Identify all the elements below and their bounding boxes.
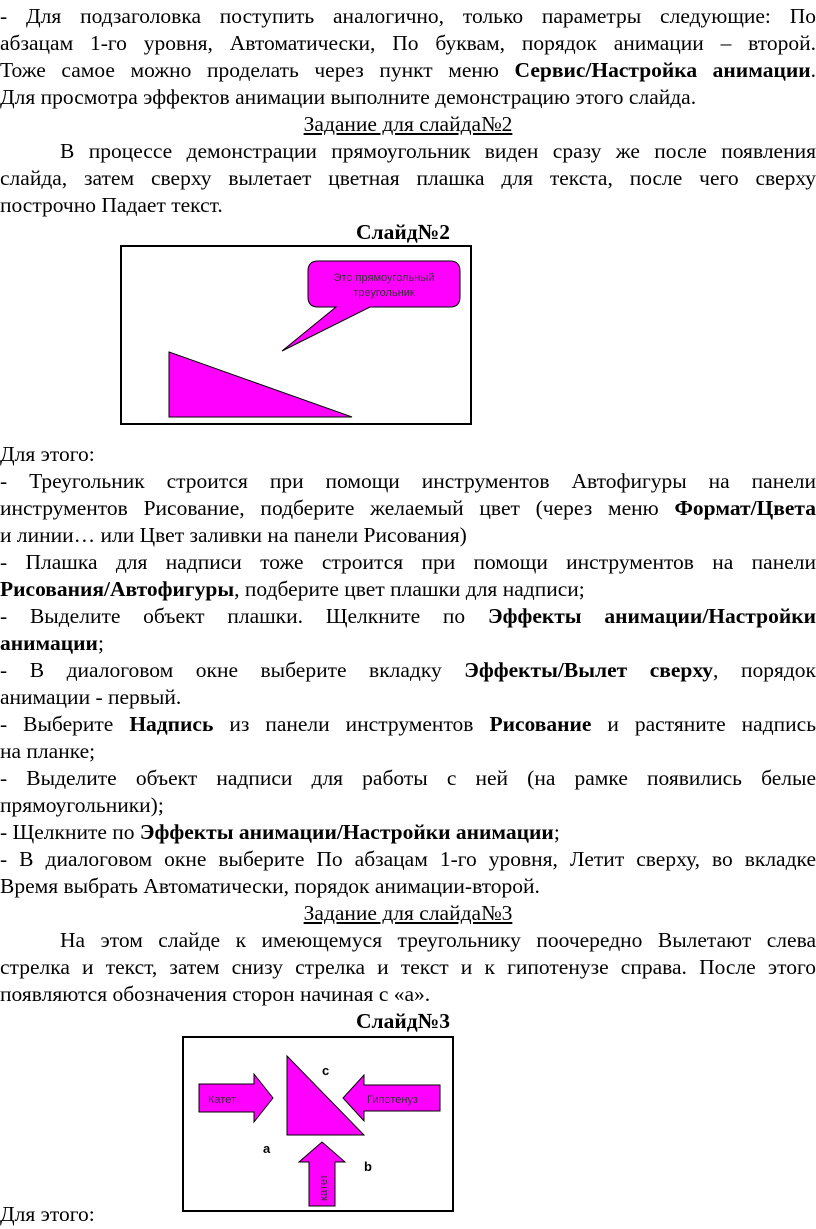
- arrow-right-label: Гипотенуз: [367, 1094, 418, 1106]
- right-triangle-shape: [169, 352, 352, 417]
- task3-line3: появляются обозначения сторон начиная с «а».: [0, 982, 431, 1006]
- arrow-left-label: Катет: [208, 1094, 236, 1106]
- task3-line2: стрелка и текст, затем снизу стрелка и текст и к гипотенузе справа. После этого: [0, 955, 816, 979]
- step5-line1: [0, 711, 816, 738]
- text-run: Тоже самое можно проделать через пункт меню: [0, 58, 515, 82]
- text-run: - Щелкните по: [0, 820, 140, 844]
- text-run: , подберите цвет плашки для надписи;: [234, 577, 585, 601]
- text-run: ;: [553, 820, 560, 844]
- step6-line2: прямоугольники);: [0, 793, 164, 817]
- step8-line2: Время выбрать Автоматически, порядок анимации-второй.: [0, 874, 540, 898]
- step4-line1: [0, 657, 816, 684]
- slide2-figure: [120, 245, 472, 425]
- para1-line2: абзацам 1-го уровня, Автоматически, По буквам, порядок анимации – второй.: [0, 31, 816, 55]
- callout-text-line2: треугольник: [353, 287, 415, 299]
- text-run: , порядок: [713, 658, 816, 682]
- step3-line2: [0, 630, 816, 657]
- step1-line3: и линии… или Цвет заливки на панели Рисования): [0, 523, 467, 547]
- menu-path-bold: Эффекты/Вылет сверху: [464, 658, 714, 682]
- step1-line1: - Треугольник строится при помощи инструментов Автофигуры на панели: [0, 469, 816, 493]
- para1-line4: Для просмотра эффектов анимации выполните демонстрацию этого слайда.: [0, 85, 697, 109]
- slide3-canvas: [184, 1038, 452, 1210]
- arrow-bottom-label: катет: [318, 1174, 330, 1201]
- task2-title: Задание для слайда№2: [303, 112, 513, 136]
- menu-path-bold: Сервис/Настройка анимации: [514, 58, 811, 82]
- text-run: - В диалоговом окне выберите вкладку: [0, 658, 465, 682]
- menu-path-bold: Эффекты анимации/Настройки: [487, 604, 816, 628]
- text-run: из панели инструментов: [213, 712, 490, 736]
- menu-path-bold: анимации: [0, 631, 98, 655]
- slide2-heading: Слайд№2: [356, 220, 450, 244]
- menu-path-bold: Рисования/Автофигуры: [0, 577, 235, 601]
- para1-line1: - Для подзаголовка поступить аналогично, только параметры следующие: По: [0, 4, 816, 28]
- task2-line3: построчно Падает текст.: [0, 193, 223, 217]
- slide3-figure: [182, 1036, 454, 1212]
- tool-name-bold: Надпись: [129, 712, 214, 736]
- step1-line2: [0, 495, 816, 522]
- step8-line1: - В диалоговом окне выберите По абзацам 1-го уровня, Летит сверху, во вкладке: [0, 847, 816, 871]
- text-run: и растяните надпись: [591, 712, 816, 736]
- menu-path-bold: Эффекты анимации/Настройки анимации: [139, 820, 554, 844]
- side-label-a: a: [263, 1141, 271, 1156]
- step4-line2: анимации - первый.: [0, 685, 182, 709]
- step2-line1: - Плашка для надписи тоже строится при помощи инструментов на панели: [0, 550, 816, 574]
- para1-line3: [0, 57, 816, 84]
- menu-path-bold: Формат/Цвета: [674, 496, 816, 520]
- side-label-b: b: [364, 1159, 372, 1174]
- tool-name-bold: Рисование: [489, 712, 592, 736]
- text-run: инструментов Рисование, подберите желаемый цвет (через меню: [0, 496, 675, 520]
- text-run: .: [810, 58, 816, 82]
- task3-outro: Для этого:: [0, 1202, 95, 1226]
- step7-line1: [0, 819, 816, 846]
- step2-line2: [0, 576, 816, 603]
- text-run: - Выберите: [0, 712, 130, 736]
- slide2-canvas: [122, 247, 470, 423]
- step5-line2: на планке;: [0, 739, 96, 763]
- step3-line1: [0, 603, 816, 630]
- side-label-c: c: [322, 1063, 330, 1078]
- text-run: ;: [97, 631, 104, 655]
- text-run: - Выделите объект плашки. Щелкните по: [0, 604, 488, 628]
- task2-line1: В процессе демонстрации прямоугольник виден сразу же после появления: [60, 139, 816, 163]
- task2-line2: слайда, затем сверху вылетает цветная плашка для текста, после чего сверху: [0, 166, 816, 190]
- slide3-heading: Слайд№3: [356, 1009, 450, 1033]
- task3-line1: На этом слайде к имеющемуся треугольнику поочередно Вылетают слева: [60, 928, 816, 952]
- step6-line1: - Выделите объект надписи для работы с ней (на рамке появились белые: [0, 766, 816, 790]
- steps2-intro: Для этого:: [0, 442, 95, 466]
- task3-title: Задание для слайда№3: [303, 901, 513, 925]
- callout-text-line1: Это прямоугольный: [333, 272, 435, 284]
